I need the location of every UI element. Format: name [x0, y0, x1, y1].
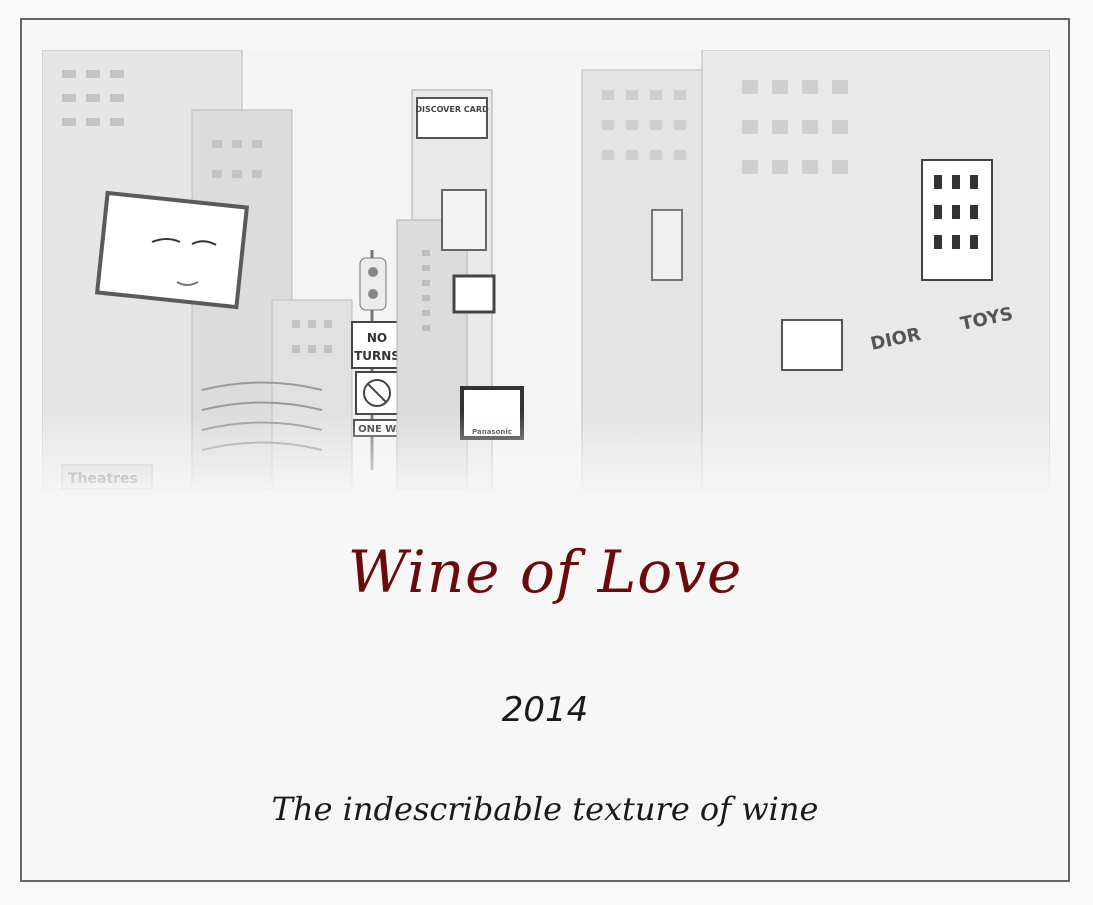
tagline: The indescribable texture of wine	[271, 790, 819, 828]
label-frame	[20, 18, 1070, 882]
vintage-year: 2014	[501, 690, 589, 730]
wine-title: Wine of Love	[347, 538, 743, 606]
times-square-sketch	[42, 50, 1050, 502]
city-illustration	[42, 50, 1050, 502]
